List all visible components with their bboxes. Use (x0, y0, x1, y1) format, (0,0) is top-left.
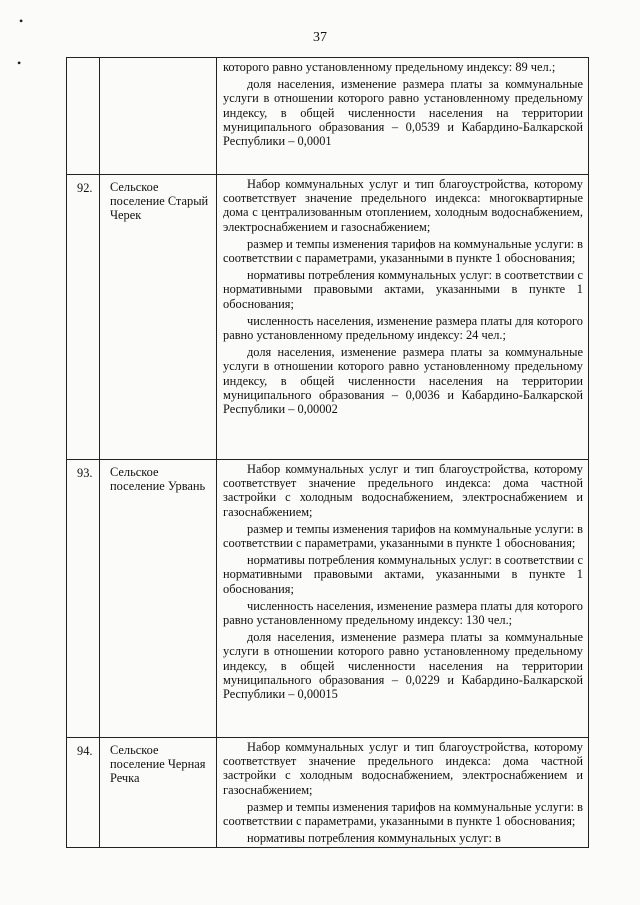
paragraph: Набор коммунальных услуг и тип благоустройства, которому соответствует значение предельного индекса: дома частной застройки с холодным водоснабжением, электроснабжением и газоснабжением; (223, 740, 583, 797)
paragraph: которого равно установленному предельному индексу: 89 чел.; (223, 60, 556, 74)
margin-mark: • (17, 56, 22, 70)
paragraph: нормативы потребления коммунальных услуг: в соответствии с нормативными правовыми актами, указанными в пункте 1 обоснования; (223, 553, 583, 596)
row-number: 93. (67, 460, 100, 738)
row-description (217, 175, 589, 460)
paragraph: нормативы потребления коммунальных услуг: в соответствии с нормативными правовыми актами, указанными в пункте 1 обоснования; (223, 268, 583, 311)
table-row-93 (67, 460, 589, 738)
municipality-name: Сельское поселение Старый Черек (100, 175, 217, 460)
paragraph: Набор коммунальных услуг и тип благоустройства, которому соответствует значение предельного индекса: дома частной застройки с холодным водоснабжением, электроснабжением и газоснабжением; (223, 462, 583, 519)
paragraph: доля населения, изменение размера платы за коммунальные услуги в отношении которого равно установленному предельному индексу, в общей численности населения на территории муниципального образования – 0,0229 и Кабардино-Балкарской Республики – 0,00015 (223, 630, 583, 702)
paragraph: численность населения, изменение размера платы для которого равно установленному предельному индексу: 130 чел.; (223, 598, 583, 628)
row-number (67, 58, 100, 175)
municipality-name: Сельское поселение Урвань (100, 460, 217, 738)
paragraph: численность населения, изменение размера платы для которого равно установленному предельному индексу: 24 чел.; (223, 313, 583, 343)
margin-mark: • (19, 14, 24, 28)
row-number: 92. (67, 175, 100, 460)
page-number: 37 (313, 30, 327, 45)
paragraph: доля населения, изменение размера платы за коммунальные услуги в отношении которого равно установленному предельному индексу, в общей численности населения на территории муниципального образования – 0,0539 и Кабардино-Балкарской Республики – 0,0001 (223, 77, 583, 149)
row-number: 94. (67, 738, 100, 848)
table-row-continued (67, 58, 589, 175)
row-description (217, 460, 589, 738)
row-description (217, 738, 589, 848)
municipality-name (100, 58, 217, 175)
paragraph: доля населения, изменение размера платы за коммунальные услуги в отношении которого равно установленному предельному индексу, в общей численности населения на территории муниципального образования – 0,0036 и Кабардино-Балкарской Республики – 0,00002 (223, 345, 583, 417)
table-row-94 (67, 738, 589, 848)
paragraph: размер и темпы изменения тарифов на коммунальные услуги: в соответствии с параметрами, указанными в пункте 1 обоснования; (223, 521, 583, 551)
municipality-name: Сельское поселение Черная Речка (100, 738, 217, 848)
paragraph: размер и темпы изменения тарифов на коммунальные услуги: в соответствии с параметрами, указанными в пункте 1 обоснования; (223, 236, 583, 266)
table-row-92 (67, 175, 589, 460)
paragraph: нормативы потребления коммунальных услуг: в (247, 831, 501, 846)
paragraph: размер и темпы изменения тарифов на коммунальные услуги: в соответствии с параметрами, указанными в пункте 1 обоснования; (223, 799, 583, 829)
tariff-table (66, 57, 589, 848)
row-description (217, 58, 589, 175)
paragraph: Набор коммунальных услуг и тип благоустройства, которому соответствует значение предельного индекса: многоквартирные дома с централизованным отоплением, холодным водоснабжением, электроснабжением и газоснабжением; (223, 177, 583, 234)
